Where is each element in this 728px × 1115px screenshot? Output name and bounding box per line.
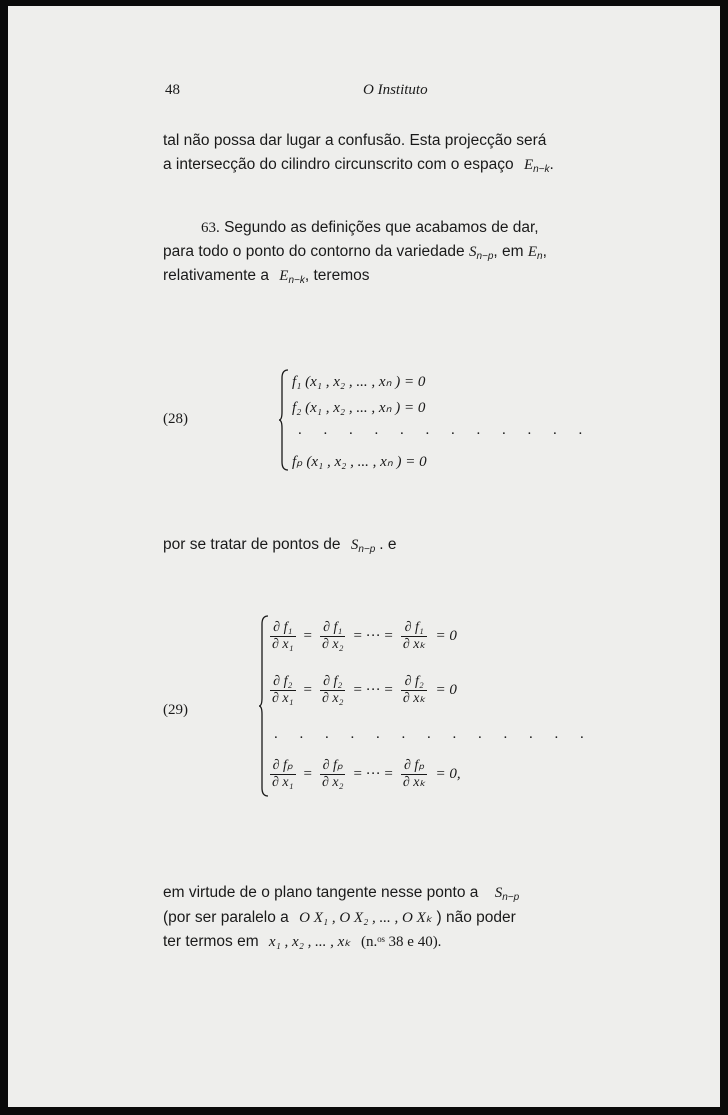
para3-S: S — [350, 537, 359, 553]
para3-line — [163, 536, 397, 555]
eq29-r2-frac1: $\frac{\text{∂ f₂}}{\text{∂ x₁}}$ — [272, 674, 294, 706]
para3-end: . e — [379, 536, 397, 553]
para2-line2 — [163, 243, 547, 262]
section-number: 63. — [201, 220, 220, 236]
page-number: 48 — [165, 82, 180, 98]
para4-line1-a: em virtude de o plano tangente nesse ponto a — [163, 884, 479, 901]
eq29-brace-icon — [258, 614, 270, 798]
eq29-dots: . . . . . . . . . . . . . — [274, 726, 593, 742]
para4-S: S — [494, 885, 503, 901]
para4-line2-a: (por ser paralelo a — [163, 909, 289, 926]
eq29-r1-frac2: $\frac{\text{∂ f₁}}{\text{∂ x₂}}$ — [321, 620, 344, 652]
para2-E: E — [527, 244, 538, 260]
running-title: O Instituto — [363, 82, 428, 98]
eq29-row3: $\frac{\text{∂ fₚ}}{\text{∂ x₁}}$ = $\frac{\text{∂ fₚ}}{\text{∂ x₂}}$ = ··· = $\frac{\text{∂ fₚ}}{\text{∂ xₖ}}$ = 0, — [272, 758, 461, 790]
eq29-r2-frac2: $\frac{\text{∂ f₂}}{\text{∂ x₂}}$ — [321, 674, 344, 706]
para2-line1-text: Segundo as definições que acabamos de dar, — [224, 219, 539, 236]
para2-line3-a: relativamente a — [163, 267, 269, 284]
eq28-label: (28) — [163, 411, 188, 427]
eq29-r2-frac3: $\frac{\text{∂ f₂}}{\text{∂ xₖ}}$ — [402, 674, 426, 706]
book-page — [8, 6, 720, 1107]
eq29-r1-frac1: $\frac{\text{∂ f₁}}{\text{∂ x₁}}$ — [272, 620, 294, 652]
para4-line3-math: x₁ , x₂ , ... , xₖ — [268, 934, 351, 950]
eq29-r3-frac2: $\frac{\text{∂ fₚ}}{\text{∂ x₂}}$ — [321, 758, 344, 790]
eq28-row1: f₁ (x₁ , x₂ , ... , xₙ ) = 0 — [292, 374, 426, 390]
para4-line2 — [163, 908, 516, 927]
para4-S-sub: n−p — [502, 892, 520, 903]
eq28-row4: fₚ (x₁ , x₂ , ... , xₙ ) = 0 — [292, 454, 427, 470]
eq28-row3: . . . . . . . . . . . . — [298, 422, 592, 438]
eq29-row2: $\frac{\text{∂ f₂}}{\text{∂ x₁}}$ = $\frac{\text{∂ f₂}}{\text{∂ x₂}}$ = ··· = $\frac{\text{∂ f₂}}{\text{∂ xₖ}}$ = 0 — [272, 674, 457, 706]
para2-line3-b: , teremos — [304, 267, 370, 284]
eq28-row2: f₂ (x₁ , x₂ , ... , xₙ ) = 0 — [292, 400, 426, 416]
para2-line3-E: E — [279, 268, 289, 284]
para2-line2-b: , em — [493, 243, 524, 260]
eq28-brace-icon — [278, 368, 290, 472]
para4-line3-a: ter termos em — [163, 933, 259, 950]
para2-line1 — [201, 219, 539, 237]
para4-line3 — [163, 932, 441, 951]
para1-math-E: E — [523, 157, 534, 173]
eq29-row1: $\frac{\text{∂ f₁}}{\text{∂ x₁}}$ = $\frac{\text{∂ f₁}}{\text{∂ x₂}}$ = ··· = $\frac{\text{∂ f₁}}{\text{∂ xₖ}}$ = 0 — [272, 620, 457, 652]
para2-E-sub: n — [537, 251, 543, 262]
para3-S-sub: n−p — [358, 544, 376, 555]
eq29-label: (29) — [163, 702, 188, 718]
para1-line2 — [163, 156, 554, 175]
para1-line1: tal não possa dar lugar a confusão. Esta projecção será — [163, 132, 547, 149]
eq29-r1-frac3: $\frac{\text{∂ f₁}}{\text{∂ xₖ}}$ — [402, 620, 426, 652]
para1-math-sub: n−k — [533, 164, 550, 175]
para4-line3-b: (n.ᵒˢ 38 e 40). — [361, 934, 442, 950]
para4-line2-math: O X₁ , O X₂ , ... , O Xₖ — [299, 910, 433, 926]
eq29-r3-frac3: $\frac{\text{∂ fₚ}}{\text{∂ xₖ}}$ — [402, 758, 426, 790]
para4-line2-b: ) não poder — [436, 909, 516, 926]
para2-S: S — [468, 244, 477, 260]
para1-line2-text: a intersecção do cilindro circunscrito com o espaço — [163, 156, 514, 173]
para2-line3 — [163, 267, 369, 286]
para3-text: por se tratar de pontos de — [163, 536, 341, 553]
para2-line2-c: , — [542, 243, 547, 260]
eq29-r3-frac1: $\frac{\text{∂ fₚ}}{\text{∂ x₁}}$ — [272, 758, 294, 790]
para2-line2-a: para todo o ponto do contorno da variedade — [163, 243, 465, 260]
para2-S-sub: n−p — [476, 251, 494, 262]
para2-line3-E-sub: n−k — [288, 275, 305, 286]
para4-line1 — [163, 884, 519, 903]
para1-line2-end: . — [549, 156, 554, 173]
